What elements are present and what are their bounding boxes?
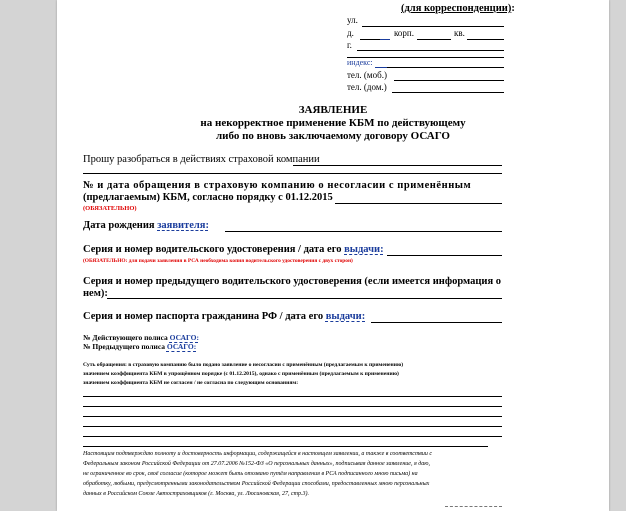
- phone-mobile-label: тел. (моб.): [347, 70, 387, 80]
- correspondence-text: (для корреспонденции): [401, 3, 512, 14]
- prev-license-label-1: Серия и номер предыдущего водительского удостоверения (если имеется информация о: [83, 276, 502, 287]
- phone-mobile-field[interactable]: [394, 80, 504, 81]
- street-label: ул.: [347, 15, 358, 25]
- license-hint: выдачи:: [344, 244, 384, 255]
- prev-license-field[interactable]: [107, 298, 502, 299]
- apartment-label: кв.: [454, 28, 465, 38]
- street-field[interactable]: [362, 26, 504, 27]
- phone-home-field[interactable]: [392, 92, 504, 93]
- signature-field[interactable]: [445, 506, 502, 507]
- index-label: индекс:: [347, 58, 373, 67]
- passport-label: [83, 311, 365, 322]
- index-field-hint: [375, 67, 387, 68]
- consent-line-4: обработку, любыми, предусмотренными законодательством Российской Федерации способами, предоставленных мною персональных: [83, 481, 430, 487]
- consent-line-2: Федеральным законом Российской Федерации от 27.07.2006 №152-ФЗ «О персональных данных», подписывая данное заявление, я даю,: [83, 461, 431, 467]
- correspondence-colon: :: [511, 3, 515, 14]
- license-label: [83, 244, 384, 255]
- essence-field-6[interactable]: [83, 446, 488, 447]
- license-label-text: Серия и номер водительского удостоверения / дата его: [83, 244, 342, 255]
- passport-field[interactable]: [371, 322, 502, 323]
- birth-date-label-text: Дата рождения: [83, 220, 155, 231]
- license-note: (ОБЯЗАТЕЛЬНО: для подачи заявления в РСА необходима копия водительского удостоверения с двух сторон): [83, 258, 353, 264]
- birth-date-label: [83, 220, 209, 231]
- essence-field-1[interactable]: [83, 396, 502, 397]
- appeal-field[interactable]: [335, 203, 502, 204]
- correspondence-label: [401, 3, 515, 14]
- document-subtitle-1: на некорректное применение КБМ по действующему: [200, 117, 466, 129]
- document-subtitle-2: либо по вновь заключаемому договору ОСАГО: [215, 130, 450, 142]
- essence-field-3[interactable]: [83, 416, 502, 417]
- passport-hint: выдачи:: [325, 311, 366, 322]
- house-field[interactable]: [360, 39, 380, 40]
- passport-label-text: Серия и номер паспорта гражданина РФ / дата его: [83, 311, 324, 322]
- essence-line-1: Суть обращения: в страховую компанию было подано заявление о несогласии с применённым (предлагаемым к применению): [83, 362, 404, 368]
- index-field[interactable]: [387, 67, 504, 68]
- consent-line-1: Настоящим подтверждаю полноту и достоверность информации, содержащейся в настоящем заявлении, а также в соответствии с: [83, 451, 433, 457]
- prev-license-label-2: нем):: [83, 288, 108, 299]
- essence-field-2[interactable]: [83, 406, 502, 407]
- consent-line-5: данных в Российском Союзе Автостраховщиков (г. Москва, ул. Люсиновская, 27, стр.3).: [83, 491, 309, 497]
- current-policy-label-text: № Действующего полиса: [83, 333, 168, 342]
- appeal-label-2: (предлагаемым) КБМ, согласно порядку с 01.12.2015: [83, 192, 333, 203]
- building-field[interactable]: [417, 39, 451, 40]
- prev-policy-label-text: № Предыдущего полиса: [83, 342, 166, 351]
- essence-line-2: значением коэффициента КБМ в упрощённом порядке (с 01.12.2015), однако с применённым (предлагаемым к применению): [83, 371, 399, 377]
- building-label: корп.: [394, 28, 414, 38]
- insurer-field-2[interactable]: [83, 173, 502, 174]
- consent-line-3: не ограниченное во срок, своё согласие (которое может быть отозвано путём направления в РСА подписанного мною письма) на: [83, 471, 418, 477]
- appeal-label-1: № и дата обращения в страховую компанию о несогласии с применённым: [83, 180, 472, 191]
- intro-text: Прошу разобраться в действиях страховой компании: [83, 154, 320, 165]
- essence-field-4[interactable]: [83, 426, 502, 427]
- document-title: ЗАЯВЛЕНИЕ: [298, 104, 368, 116]
- essence-line-3: значением коэффициента КБМ не согласен / не согласна по следующим основаниям:: [83, 380, 299, 386]
- apartment-field[interactable]: [467, 39, 504, 40]
- birth-date-field[interactable]: [225, 231, 502, 232]
- appeal-mandatory: (ОБЯЗАТЕЛЬНО): [83, 205, 137, 212]
- insurer-field[interactable]: [293, 165, 502, 166]
- prev-policy-hint: ОСАГО:: [166, 342, 197, 351]
- phone-home-label: тел. (дом.): [347, 82, 387, 92]
- current-policy-hint: ОСАГО:: [169, 333, 199, 342]
- current-policy-label: [83, 333, 199, 342]
- page-edge: [57, 0, 59, 511]
- house-field-hint: [380, 39, 390, 40]
- license-field[interactable]: [387, 255, 502, 256]
- essence-field-5[interactable]: [83, 436, 502, 437]
- document-page: [57, 0, 609, 511]
- birth-date-hint: заявителя:: [157, 220, 209, 231]
- prev-policy-label: [83, 342, 196, 351]
- house-label: д.: [347, 28, 354, 38]
- city-field[interactable]: [357, 50, 504, 51]
- city-label: г.: [347, 40, 352, 50]
